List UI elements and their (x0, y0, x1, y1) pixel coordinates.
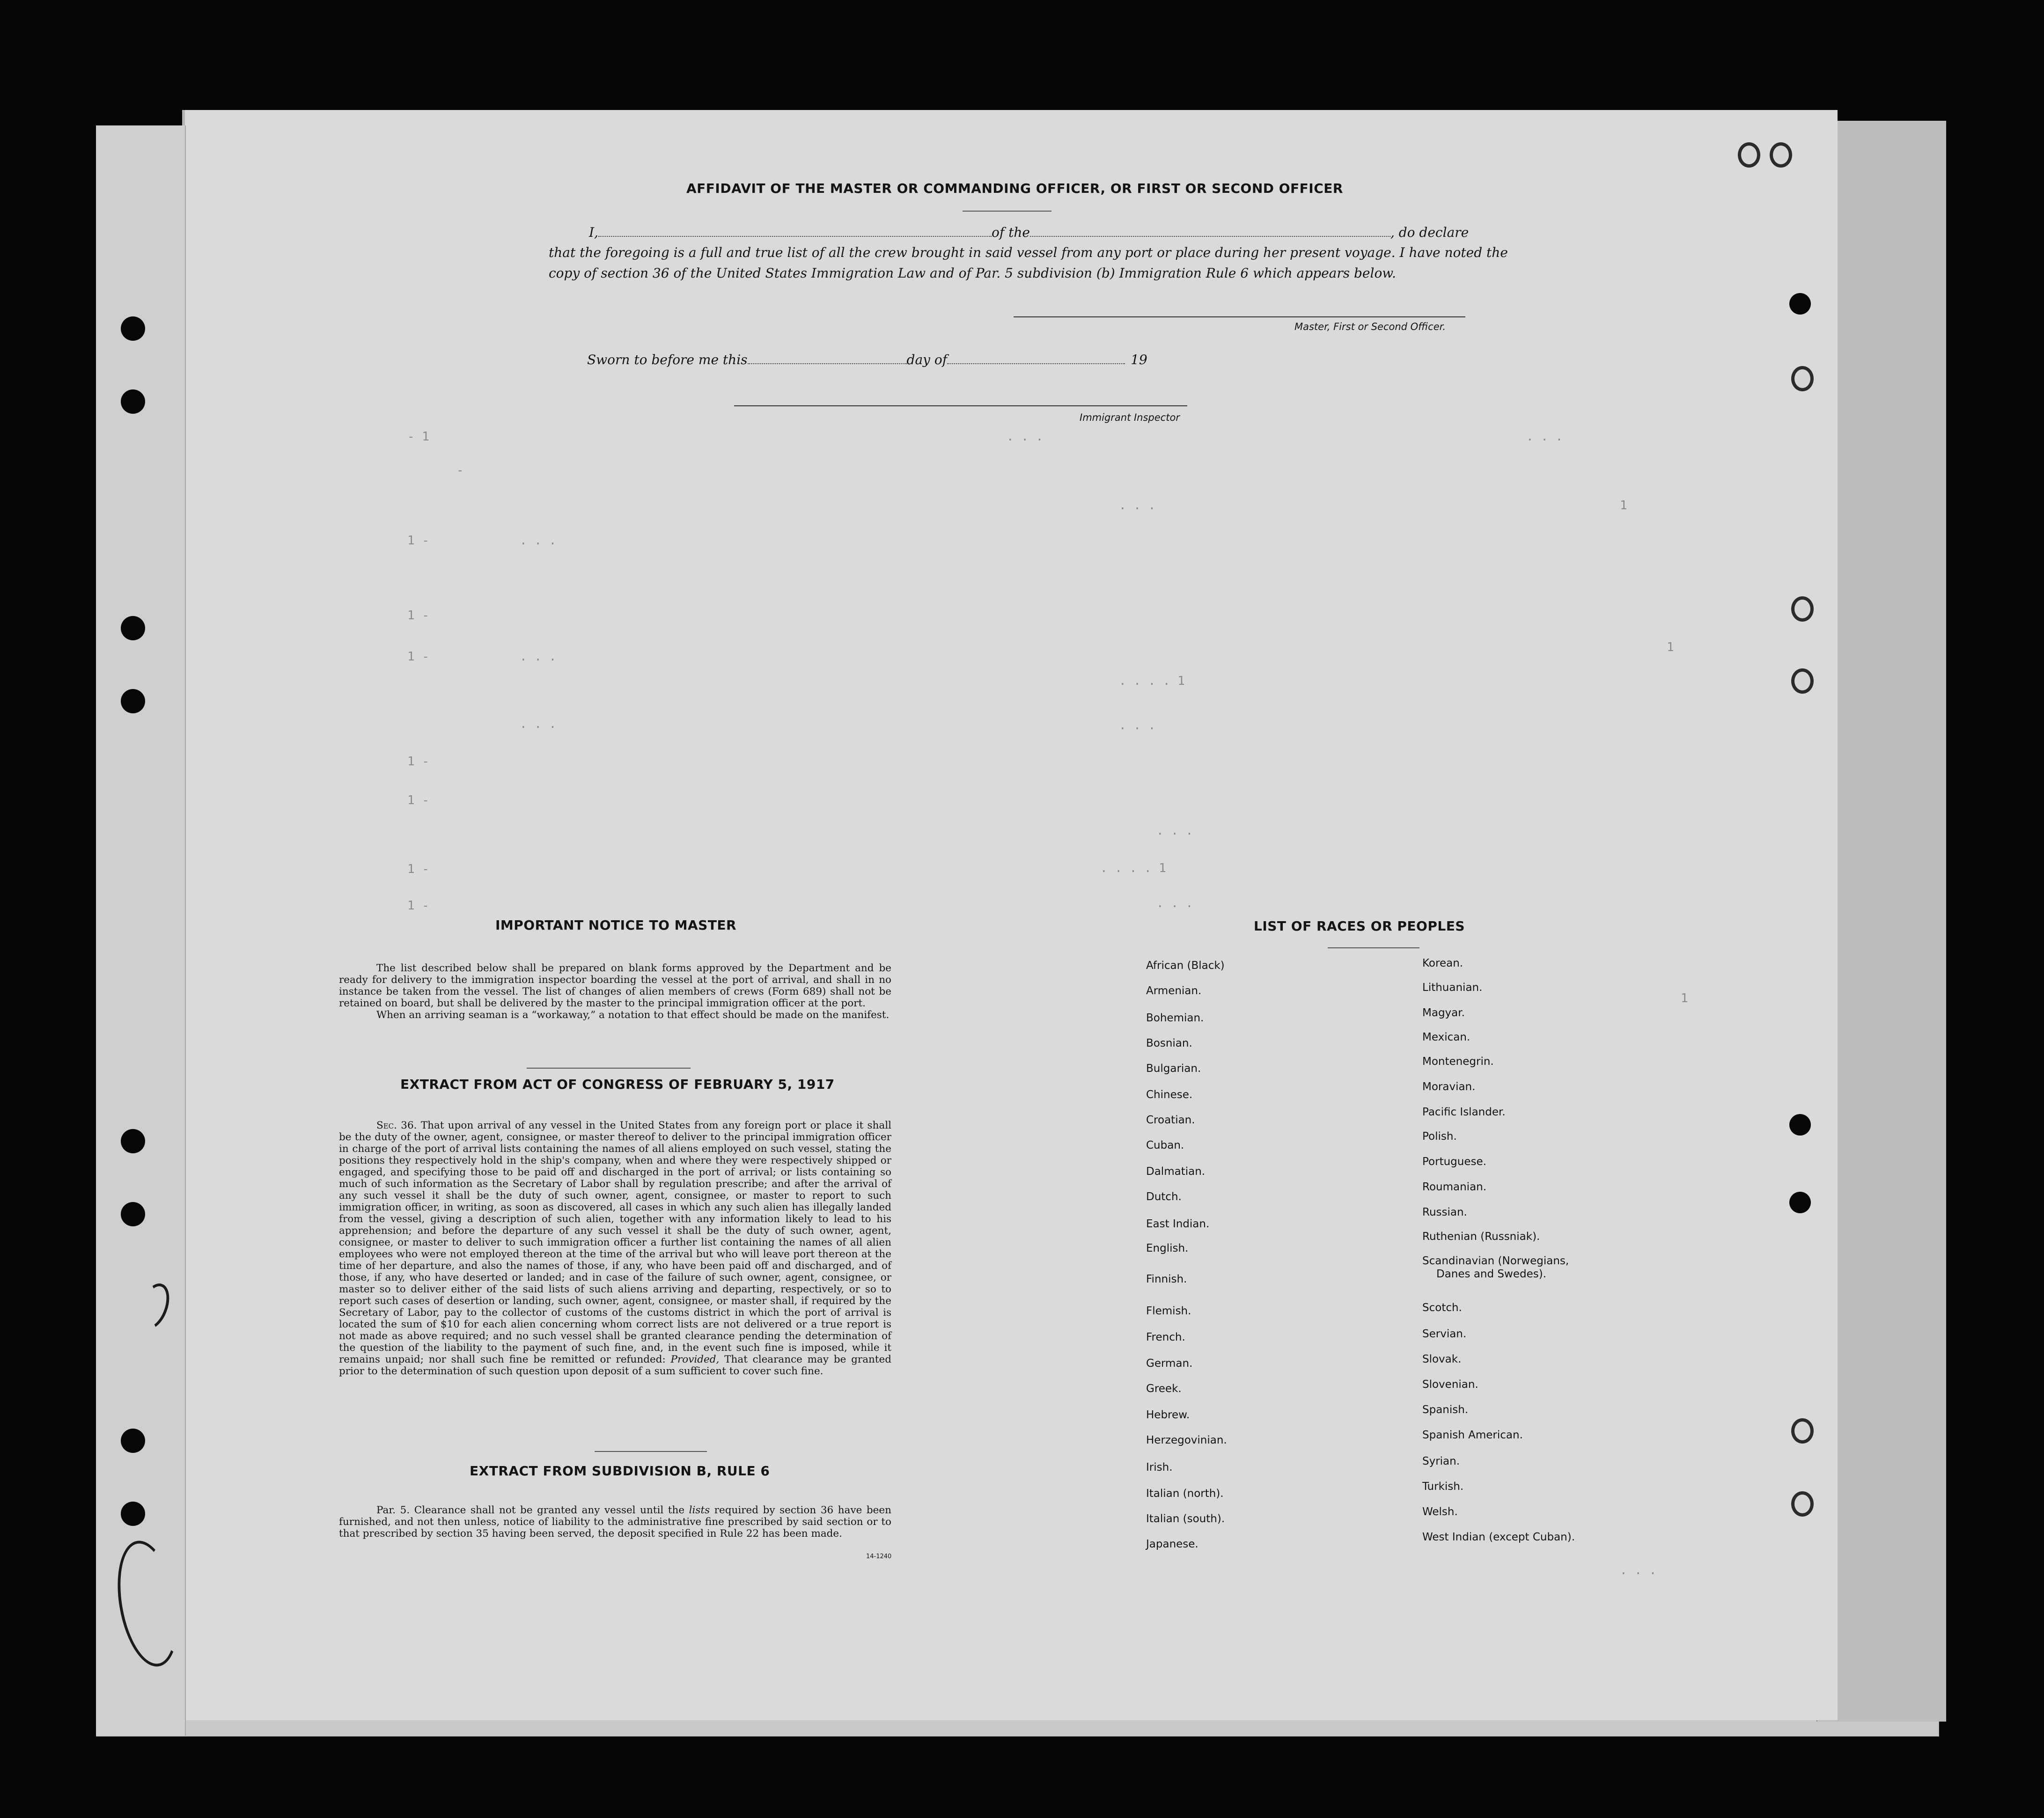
race-item: Moravian. (1422, 1081, 1476, 1093)
provided-word: Provided, (670, 1354, 720, 1365)
race-item: Turkish. (1422, 1481, 1464, 1493)
inspector-caption: Immigrant Inspector (1080, 412, 1180, 423)
punch-hole (1789, 1192, 1811, 1213)
race-item: Lithuanian. (1422, 982, 1483, 994)
act-tail: That clearance may be granted prior to the determination of such question upon deposit of a sum sufficient to cover such fine. (339, 1354, 891, 1377)
ring-hole (1791, 1418, 1814, 1444)
punch-hole (121, 1129, 145, 1153)
punch-hole (121, 1429, 145, 1453)
race-item: Scotch. (1422, 1302, 1462, 1314)
notice-paragraph-2: When an arriving seaman is a “workaway,” a notation to that effect should be made on the manifest. (376, 1009, 890, 1021)
punch-hole (121, 316, 145, 341)
race-item: African (Black) (1146, 960, 1225, 972)
binding-strip (96, 125, 186, 1736)
punch-hole (1789, 1114, 1811, 1136)
race-item: Montenegrin. (1422, 1056, 1494, 1068)
affidavit-line-1 (589, 225, 1469, 240)
race-item: Italian (north). (1146, 1488, 1224, 1500)
rule-extract-title: EXTRACT FROM SUBDIVISION B, RULE 6 (470, 1463, 770, 1479)
act-extract-title: EXTRACT FROM ACT OF CONGRESS OF FEBRUARY 5, 1917 (400, 1077, 835, 1092)
affidavit-i-label: I, (589, 225, 598, 240)
ring-hole (1770, 142, 1792, 168)
race-item: French. (1146, 1331, 1185, 1343)
race-item: Danes and Swedes). (1436, 1268, 1546, 1280)
punch-hole (121, 616, 145, 640)
race-item: Portuguese. (1422, 1156, 1486, 1168)
race-item: Spanish. (1422, 1404, 1469, 1416)
race-item: Welsh. (1422, 1506, 1458, 1518)
rule-text-a: Par. 5. Clearance shall not be granted any vessel until the (376, 1504, 685, 1516)
race-item: Bulgarian. (1146, 1063, 1201, 1075)
ring-hole (1791, 596, 1814, 622)
race-item: Armenian. (1146, 985, 1202, 997)
act-extract-text (339, 1120, 891, 1377)
race-item: Syrian. (1422, 1455, 1460, 1467)
race-item: East Indian. (1146, 1218, 1210, 1230)
race-item: Russian. (1422, 1206, 1467, 1218)
race-item: Italian (south). (1146, 1513, 1225, 1525)
officer-caption: Master, First or Second Officer. (1294, 321, 1446, 332)
lists-word: lists (689, 1504, 710, 1516)
race-item: Dalmatian. (1146, 1166, 1206, 1178)
punch-hole (1789, 293, 1811, 315)
sworn-year-label: 19 (1131, 352, 1147, 367)
race-item: Ruthenian (Russniak). (1422, 1231, 1540, 1243)
notice-text (339, 962, 891, 1021)
punch-hole (121, 689, 145, 713)
race-item: Servian. (1422, 1328, 1467, 1340)
race-item: Hebrew. (1146, 1409, 1190, 1421)
race-item: Finnish. (1146, 1273, 1187, 1285)
sworn-month-blank[interactable] (947, 353, 1125, 364)
ring-hole (1791, 366, 1814, 391)
notice-title: IMPORTANT NOTICE TO MASTER (495, 917, 737, 933)
race-item: Greek. (1146, 1383, 1182, 1395)
race-item: Magyar. (1422, 1007, 1465, 1019)
race-item: West Indian (except Cuban). (1422, 1531, 1575, 1543)
act-body: That upon arrival of any vessel in the United States from any foreign port or place it shall be the duty of the owner, agent, consignee, or master thereof to deliver to the principal immigration officer in charge of the port of arrival lists containing the names of all aliens employed on such vessel, stating the positions they respectively hold in the ship's company, when and where they were respectively shipped or engaged, and specifying those to be paid off and discharged in the port of arrival; or lists containing so much of such information as the Secretary of Labor shall by regulation prescribe; and after the arrival of any such vessel it shall be the duty of such owner, agent, consignee, or master to report to such immigration officer, in writing, as soon as discovered, all cases in which any such alien has illegally landed from the vessel, giving a description of such alien, together with any information likely to lead to his apprehension; and before the departure of any such vessel it shall be the duty of such owner, agent, consignee, or master to deliver to such immigration officer a further list containing the names of all alien employees who were not employed thereon at the time of the arrival but who will leave port thereon at the time of her departure, and also the names of those, if any, who have been paid off and discharged, and of those, if any, who have deserted or landed; and in case of the failure of such owner, agent, consignee, or master so to deliver either of the said lists of such aliens arriving and departing, respectively, or so to report such cases of desertion or landing, such owner, agent, consignee, or master shall, if required by the Secretary of Labor, pay to the collector of customs of the customs district in which the port of arrival is located the sum of $10 for each alien concerning whom correct lists are not delivered or a true report is not made as above required; and no such vessel shall be granted clearance pending the determination of the question of the liability to the payment of such fine, and, in the event such fine is imposed, while it remains unpaid; nor shall such fine be remitted or refunded: (339, 1120, 891, 1365)
race-item: Korean. (1422, 957, 1463, 969)
race-item: Dutch. (1146, 1191, 1182, 1203)
race-item: Herzegovinian. (1146, 1434, 1227, 1446)
affidavit-line-2: that the foregoing is a full and true list of all the crew brought in said vessel from any port or place during her present voyage. I have noted the (549, 245, 1508, 260)
ring-hole (1791, 668, 1814, 694)
race-item: English. (1146, 1242, 1189, 1254)
punch-hole (121, 1202, 145, 1226)
race-item: Slovak. (1422, 1353, 1462, 1365)
vessel-blank[interactable] (1030, 226, 1390, 237)
notice-paragraph-1: The list described below shall be prepared on blank forms approved by the Department and be ready for delivery to the immigration inspector boarding the vessel at the port of arrival, and shall in no instance be taken from the vessel. The list of changes of alien members of crews (Form 689) shall not be retained on board, but shall be delivered by the master to the principal immigration officer at the port. (339, 962, 891, 1009)
race-item: Chinese. (1146, 1089, 1193, 1101)
affidavit-line-3: copy of section 36 of the United States Immigration Law and of Par. 5 subdivision (b) Immigration Rule 6 which appears below. (549, 265, 1396, 281)
sec-label: Sec. 36. (376, 1120, 417, 1131)
race-item: Polish. (1422, 1130, 1457, 1143)
race-item: Spanish American. (1422, 1429, 1523, 1441)
race-item: Cuban. (1146, 1139, 1184, 1151)
sworn-line (587, 352, 1147, 367)
ring-hole (1791, 1491, 1814, 1517)
form-number: 14-1240 (866, 1553, 892, 1560)
rule-extract-text (339, 1504, 891, 1539)
race-item: Irish. (1146, 1461, 1173, 1473)
sworn-day-label: day of (906, 352, 948, 367)
sworn-day-blank[interactable] (748, 353, 907, 364)
race-item: Japanese. (1146, 1538, 1198, 1550)
race-item: Scandinavian (Norwegians, (1422, 1255, 1569, 1267)
race-item: Slovenian. (1422, 1378, 1478, 1391)
rule-text-b: required by section 36 have been furnished, and not then unless, notice of liability to the administrative fine prescribed by said section or to that prescribed by section 35 having been served, the deposit specified in Rule 22 has been made. (339, 1504, 891, 1539)
form-page (185, 110, 1838, 1720)
race-item: Bosnian. (1146, 1037, 1192, 1049)
affidavit-declare-label: , do declare (1390, 225, 1469, 240)
affidavit-of-label: of the (991, 225, 1030, 240)
punch-hole (121, 1502, 145, 1526)
race-item: Croatian. (1146, 1114, 1195, 1126)
race-item: German. (1146, 1357, 1193, 1370)
sworn-prefix: Sworn to before me this (587, 352, 748, 367)
race-item: Mexican. (1422, 1031, 1471, 1043)
affidavit-title: AFFIDAVIT OF THE MASTER OR COMMANDING OFFICER, OR FIRST OR SECOND OFFICER (686, 181, 1343, 196)
race-item: Bohemian. (1146, 1012, 1204, 1024)
ring-hole (1738, 142, 1760, 168)
race-item: Pacific Islander. (1422, 1106, 1506, 1118)
race-item: Roumanian. (1422, 1181, 1487, 1193)
punch-hole (121, 389, 145, 414)
races-title: LIST OF RACES OR PEOPLES (1254, 918, 1465, 934)
name-blank[interactable] (598, 226, 992, 237)
race-item: Flemish. (1146, 1305, 1191, 1317)
